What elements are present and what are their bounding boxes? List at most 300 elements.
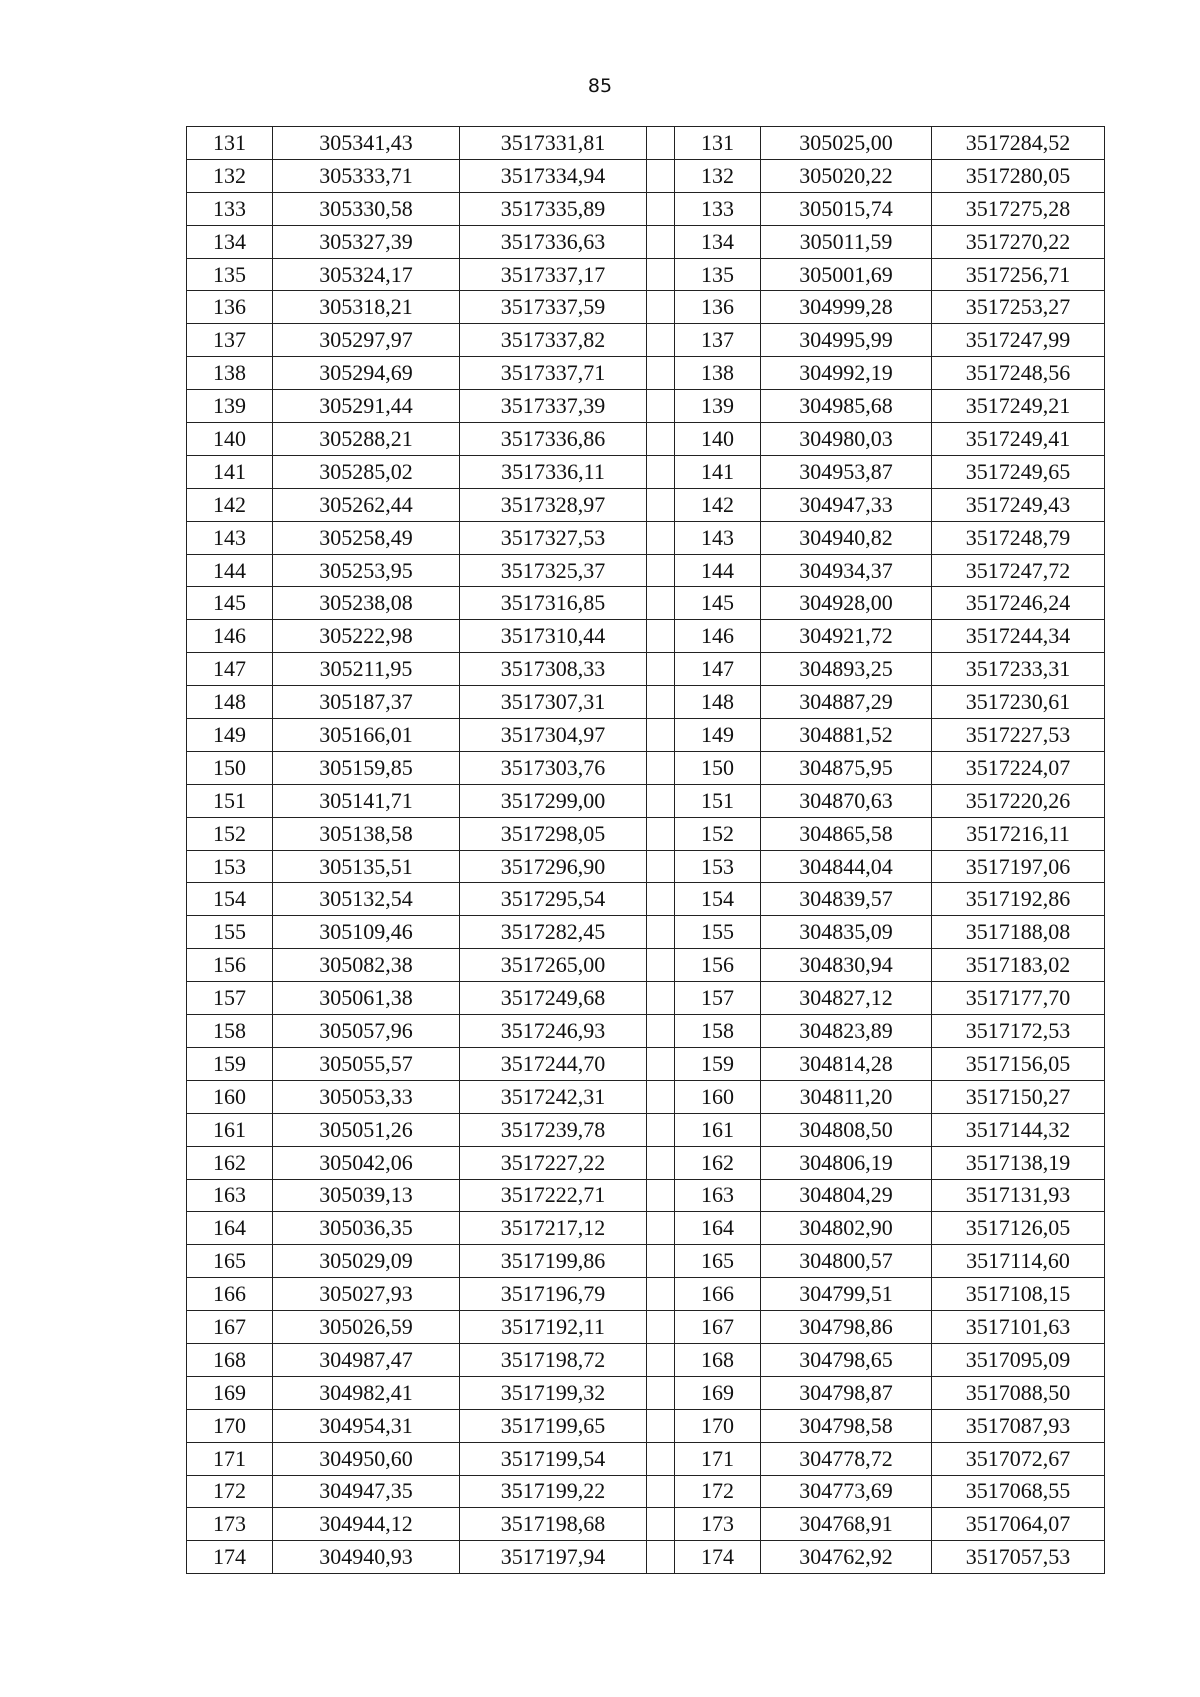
table-row — [187, 488, 1105, 521]
left-y-coordinate-cell: 3517295,54 — [460, 883, 647, 916]
separator-cell — [647, 423, 675, 456]
right-point-number-cell: 155 — [675, 916, 761, 949]
left-x-coordinate-cell: 305135,51 — [273, 850, 460, 883]
right-x-coordinate-cell: 304928,00 — [761, 587, 932, 620]
left-point-number-cell: 155 — [187, 916, 273, 949]
table-row — [187, 127, 1105, 160]
right-y-coordinate-cell: 3517247,99 — [932, 324, 1105, 357]
left-point-number-cell: 147 — [187, 653, 273, 686]
left-point-number-cell: 166 — [187, 1278, 273, 1311]
left-y-coordinate-cell: 3517335,89 — [460, 192, 647, 225]
right-y-coordinate-cell: 3517280,05 — [932, 159, 1105, 192]
table-row — [187, 1343, 1105, 1376]
right-y-coordinate-cell: 3517227,53 — [932, 719, 1105, 752]
left-y-coordinate-cell: 3517227,22 — [460, 1146, 647, 1179]
table-row — [187, 1376, 1105, 1409]
left-point-number-cell: 142 — [187, 488, 273, 521]
right-y-coordinate-cell: 3517068,55 — [932, 1475, 1105, 1508]
left-point-number-cell: 134 — [187, 225, 273, 258]
separator-cell — [647, 1212, 675, 1245]
left-y-coordinate-cell: 3517327,53 — [460, 521, 647, 554]
separator-cell — [647, 784, 675, 817]
table-row — [187, 455, 1105, 488]
right-point-number-cell: 172 — [675, 1475, 761, 1508]
right-point-number-cell: 146 — [675, 620, 761, 653]
right-point-number-cell: 149 — [675, 719, 761, 752]
right-y-coordinate-cell: 3517177,70 — [932, 982, 1105, 1015]
separator-cell — [647, 159, 675, 192]
left-y-coordinate-cell: 3517198,72 — [460, 1343, 647, 1376]
right-point-number-cell: 135 — [675, 258, 761, 291]
left-x-coordinate-cell: 305222,98 — [273, 620, 460, 653]
table-row — [187, 1146, 1105, 1179]
right-x-coordinate-cell: 304953,87 — [761, 455, 932, 488]
right-point-number-cell: 156 — [675, 949, 761, 982]
left-point-number-cell: 139 — [187, 390, 273, 423]
left-point-number-cell: 171 — [187, 1442, 273, 1475]
right-point-number-cell: 147 — [675, 653, 761, 686]
table-row — [187, 324, 1105, 357]
right-y-coordinate-cell: 3517248,79 — [932, 521, 1105, 554]
right-point-number-cell: 132 — [675, 159, 761, 192]
right-x-coordinate-cell: 304768,91 — [761, 1508, 932, 1541]
table-row — [187, 1409, 1105, 1442]
right-x-coordinate-cell: 304999,28 — [761, 291, 932, 324]
right-point-number-cell: 170 — [675, 1409, 761, 1442]
right-point-number-cell: 152 — [675, 817, 761, 850]
separator-cell — [647, 1541, 675, 1574]
left-y-coordinate-cell: 3517192,11 — [460, 1311, 647, 1344]
right-point-number-cell: 144 — [675, 554, 761, 587]
right-y-coordinate-cell: 3517224,07 — [932, 751, 1105, 784]
left-x-coordinate-cell: 305039,13 — [273, 1179, 460, 1212]
left-x-coordinate-cell: 305109,46 — [273, 916, 460, 949]
table-row — [187, 1311, 1105, 1344]
left-point-number-cell: 145 — [187, 587, 273, 620]
right-x-coordinate-cell: 304839,57 — [761, 883, 932, 916]
left-x-coordinate-cell: 305324,17 — [273, 258, 460, 291]
left-point-number-cell: 156 — [187, 949, 273, 982]
right-y-coordinate-cell: 3517087,93 — [932, 1409, 1105, 1442]
right-point-number-cell: 160 — [675, 1080, 761, 1113]
left-y-coordinate-cell: 3517336,11 — [460, 455, 647, 488]
right-y-coordinate-cell: 3517220,26 — [932, 784, 1105, 817]
separator-cell — [647, 1080, 675, 1113]
left-point-number-cell: 135 — [187, 258, 273, 291]
right-y-coordinate-cell: 3517197,06 — [932, 850, 1105, 883]
separator-cell — [647, 1015, 675, 1048]
table-row — [187, 1442, 1105, 1475]
separator-cell — [647, 883, 675, 916]
left-x-coordinate-cell: 305029,09 — [273, 1245, 460, 1278]
right-y-coordinate-cell: 3517249,41 — [932, 423, 1105, 456]
left-x-coordinate-cell: 304947,35 — [273, 1475, 460, 1508]
separator-cell — [647, 1047, 675, 1080]
left-y-coordinate-cell: 3517244,70 — [460, 1047, 647, 1080]
right-x-coordinate-cell: 304808,50 — [761, 1113, 932, 1146]
right-y-coordinate-cell: 3517072,67 — [932, 1442, 1105, 1475]
right-y-coordinate-cell: 3517249,43 — [932, 488, 1105, 521]
separator-cell — [647, 1409, 675, 1442]
table-row — [187, 916, 1105, 949]
separator-cell — [647, 916, 675, 949]
right-x-coordinate-cell: 304823,89 — [761, 1015, 932, 1048]
right-y-coordinate-cell: 3517144,32 — [932, 1113, 1105, 1146]
right-x-coordinate-cell: 305001,69 — [761, 258, 932, 291]
left-y-coordinate-cell: 3517336,63 — [460, 225, 647, 258]
left-y-coordinate-cell: 3517334,94 — [460, 159, 647, 192]
table-row — [187, 1080, 1105, 1113]
right-y-coordinate-cell: 3517284,52 — [932, 127, 1105, 160]
right-point-number-cell: 154 — [675, 883, 761, 916]
separator-cell — [647, 488, 675, 521]
left-point-number-cell: 141 — [187, 455, 273, 488]
table-row — [187, 192, 1105, 225]
right-y-coordinate-cell: 3517270,22 — [932, 225, 1105, 258]
right-point-number-cell: 159 — [675, 1047, 761, 1080]
right-point-number-cell: 138 — [675, 357, 761, 390]
separator-cell — [647, 324, 675, 357]
table-row — [187, 587, 1105, 620]
left-point-number-cell: 151 — [187, 784, 273, 817]
right-x-coordinate-cell: 304798,86 — [761, 1311, 932, 1344]
right-y-coordinate-cell: 3517095,09 — [932, 1343, 1105, 1376]
table-row — [187, 784, 1105, 817]
table-row — [187, 225, 1105, 258]
left-y-coordinate-cell: 3517239,78 — [460, 1113, 647, 1146]
table-row — [187, 850, 1105, 883]
table-row — [187, 653, 1105, 686]
right-point-number-cell: 139 — [675, 390, 761, 423]
left-x-coordinate-cell: 305132,54 — [273, 883, 460, 916]
table-row — [187, 1113, 1105, 1146]
right-point-number-cell: 145 — [675, 587, 761, 620]
left-x-coordinate-cell: 305026,59 — [273, 1311, 460, 1344]
table-row — [187, 982, 1105, 1015]
right-point-number-cell: 140 — [675, 423, 761, 456]
table-row — [187, 719, 1105, 752]
right-point-number-cell: 134 — [675, 225, 761, 258]
left-x-coordinate-cell: 304987,47 — [273, 1343, 460, 1376]
right-point-number-cell: 167 — [675, 1311, 761, 1344]
right-y-coordinate-cell: 3517247,72 — [932, 554, 1105, 587]
right-x-coordinate-cell: 305025,00 — [761, 127, 932, 160]
left-x-coordinate-cell: 305211,95 — [273, 653, 460, 686]
right-point-number-cell: 141 — [675, 455, 761, 488]
left-point-number-cell: 140 — [187, 423, 273, 456]
table-row — [187, 390, 1105, 423]
right-y-coordinate-cell: 3517114,60 — [932, 1245, 1105, 1278]
right-x-coordinate-cell: 305011,59 — [761, 225, 932, 258]
table-row — [187, 1212, 1105, 1245]
left-x-coordinate-cell: 305258,49 — [273, 521, 460, 554]
left-x-coordinate-cell: 305341,43 — [273, 127, 460, 160]
left-x-coordinate-cell: 305327,39 — [273, 225, 460, 258]
left-y-coordinate-cell: 3517337,82 — [460, 324, 647, 357]
right-y-coordinate-cell: 3517192,86 — [932, 883, 1105, 916]
right-y-coordinate-cell: 3517138,19 — [932, 1146, 1105, 1179]
left-point-number-cell: 149 — [187, 719, 273, 752]
left-x-coordinate-cell: 305187,37 — [273, 686, 460, 719]
separator-cell — [647, 258, 675, 291]
left-y-coordinate-cell: 3517336,86 — [460, 423, 647, 456]
left-y-coordinate-cell: 3517217,12 — [460, 1212, 647, 1245]
table-row — [187, 1047, 1105, 1080]
left-y-coordinate-cell: 3517299,00 — [460, 784, 647, 817]
right-x-coordinate-cell: 304934,37 — [761, 554, 932, 587]
left-y-coordinate-cell: 3517308,33 — [460, 653, 647, 686]
separator-cell — [647, 1146, 675, 1179]
separator-cell — [647, 357, 675, 390]
left-y-coordinate-cell: 3517222,71 — [460, 1179, 647, 1212]
left-point-number-cell: 136 — [187, 291, 273, 324]
left-x-coordinate-cell: 305061,38 — [273, 982, 460, 1015]
table-row — [187, 291, 1105, 324]
separator-cell — [647, 1508, 675, 1541]
left-point-number-cell: 132 — [187, 159, 273, 192]
right-y-coordinate-cell: 3517230,61 — [932, 686, 1105, 719]
right-x-coordinate-cell: 304806,19 — [761, 1146, 932, 1179]
separator-cell — [647, 982, 675, 1015]
left-point-number-cell: 167 — [187, 1311, 273, 1344]
left-point-number-cell: 146 — [187, 620, 273, 653]
left-x-coordinate-cell: 305055,57 — [273, 1047, 460, 1080]
separator-cell — [647, 192, 675, 225]
right-y-coordinate-cell: 3517156,05 — [932, 1047, 1105, 1080]
right-point-number-cell: 131 — [675, 127, 761, 160]
left-point-number-cell: 150 — [187, 751, 273, 784]
left-point-number-cell: 164 — [187, 1212, 273, 1245]
left-point-number-cell: 144 — [187, 554, 273, 587]
right-point-number-cell: 158 — [675, 1015, 761, 1048]
table-row — [187, 159, 1105, 192]
right-y-coordinate-cell: 3517188,08 — [932, 916, 1105, 949]
right-x-coordinate-cell: 304921,72 — [761, 620, 932, 653]
right-point-number-cell: 162 — [675, 1146, 761, 1179]
left-y-coordinate-cell: 3517331,81 — [460, 127, 647, 160]
left-point-number-cell: 148 — [187, 686, 273, 719]
right-x-coordinate-cell: 304800,57 — [761, 1245, 932, 1278]
separator-cell — [647, 554, 675, 587]
right-y-coordinate-cell: 3517246,24 — [932, 587, 1105, 620]
left-point-number-cell: 133 — [187, 192, 273, 225]
right-x-coordinate-cell: 304870,63 — [761, 784, 932, 817]
right-x-coordinate-cell: 304835,09 — [761, 916, 932, 949]
right-y-coordinate-cell: 3517172,53 — [932, 1015, 1105, 1048]
right-x-coordinate-cell: 304811,20 — [761, 1080, 932, 1113]
right-y-coordinate-cell: 3517101,63 — [932, 1311, 1105, 1344]
right-point-number-cell: 174 — [675, 1541, 761, 1574]
left-point-number-cell: 131 — [187, 127, 273, 160]
right-y-coordinate-cell: 3517233,31 — [932, 653, 1105, 686]
left-y-coordinate-cell: 3517199,86 — [460, 1245, 647, 1278]
left-point-number-cell: 169 — [187, 1376, 273, 1409]
right-point-number-cell: 161 — [675, 1113, 761, 1146]
separator-cell — [647, 127, 675, 160]
right-y-coordinate-cell: 3517248,56 — [932, 357, 1105, 390]
table-row — [187, 1245, 1105, 1278]
separator-cell — [647, 1179, 675, 1212]
right-point-number-cell: 166 — [675, 1278, 761, 1311]
right-x-coordinate-cell: 304881,52 — [761, 719, 932, 752]
separator-cell — [647, 850, 675, 883]
right-x-coordinate-cell: 304773,69 — [761, 1475, 932, 1508]
left-x-coordinate-cell: 305285,02 — [273, 455, 460, 488]
left-x-coordinate-cell: 305262,44 — [273, 488, 460, 521]
separator-cell — [647, 1475, 675, 1508]
separator-cell — [647, 1442, 675, 1475]
left-point-number-cell: 153 — [187, 850, 273, 883]
right-point-number-cell: 173 — [675, 1508, 761, 1541]
right-point-number-cell: 164 — [675, 1212, 761, 1245]
left-y-coordinate-cell: 3517265,00 — [460, 949, 647, 982]
left-x-coordinate-cell: 305297,97 — [273, 324, 460, 357]
right-point-number-cell: 169 — [675, 1376, 761, 1409]
left-x-coordinate-cell: 305051,26 — [273, 1113, 460, 1146]
left-x-coordinate-cell: 305253,95 — [273, 554, 460, 587]
separator-cell — [647, 521, 675, 554]
table-row — [187, 1541, 1105, 1574]
separator-cell — [647, 587, 675, 620]
left-x-coordinate-cell: 304982,41 — [273, 1376, 460, 1409]
right-x-coordinate-cell: 304980,03 — [761, 423, 932, 456]
separator-cell — [647, 719, 675, 752]
table-row — [187, 1015, 1105, 1048]
left-point-number-cell: 137 — [187, 324, 273, 357]
left-x-coordinate-cell: 304954,31 — [273, 1409, 460, 1442]
left-point-number-cell: 173 — [187, 1508, 273, 1541]
left-point-number-cell: 163 — [187, 1179, 273, 1212]
left-x-coordinate-cell: 305027,93 — [273, 1278, 460, 1311]
right-x-coordinate-cell: 304778,72 — [761, 1442, 932, 1475]
left-x-coordinate-cell: 305294,69 — [273, 357, 460, 390]
table-row — [187, 357, 1105, 390]
left-point-number-cell: 159 — [187, 1047, 273, 1080]
right-x-coordinate-cell: 304995,99 — [761, 324, 932, 357]
left-y-coordinate-cell: 3517197,94 — [460, 1541, 647, 1574]
table-row — [187, 817, 1105, 850]
left-point-number-cell: 162 — [187, 1146, 273, 1179]
table-row — [187, 1475, 1105, 1508]
right-x-coordinate-cell: 304798,58 — [761, 1409, 932, 1442]
right-x-coordinate-cell: 304865,58 — [761, 817, 932, 850]
left-point-number-cell: 168 — [187, 1343, 273, 1376]
left-x-coordinate-cell: 305057,96 — [273, 1015, 460, 1048]
left-y-coordinate-cell: 3517199,22 — [460, 1475, 647, 1508]
left-x-coordinate-cell: 305318,21 — [273, 291, 460, 324]
left-point-number-cell: 165 — [187, 1245, 273, 1278]
right-y-coordinate-cell: 3517088,50 — [932, 1376, 1105, 1409]
right-y-coordinate-cell: 3517216,11 — [932, 817, 1105, 850]
left-y-coordinate-cell: 3517310,44 — [460, 620, 647, 653]
separator-cell — [647, 620, 675, 653]
left-point-number-cell: 158 — [187, 1015, 273, 1048]
left-point-number-cell: 138 — [187, 357, 273, 390]
left-y-coordinate-cell: 3517337,71 — [460, 357, 647, 390]
right-x-coordinate-cell: 304940,82 — [761, 521, 932, 554]
table-row — [187, 751, 1105, 784]
coordinates-table-body — [187, 127, 1105, 1574]
right-y-coordinate-cell: 3517126,05 — [932, 1212, 1105, 1245]
right-y-coordinate-cell: 3517249,21 — [932, 390, 1105, 423]
table-row — [187, 883, 1105, 916]
left-point-number-cell: 143 — [187, 521, 273, 554]
separator-cell — [647, 686, 675, 719]
table-row — [187, 1278, 1105, 1311]
right-point-number-cell: 143 — [675, 521, 761, 554]
left-x-coordinate-cell: 305053,33 — [273, 1080, 460, 1113]
right-point-number-cell: 171 — [675, 1442, 761, 1475]
right-point-number-cell: 142 — [675, 488, 761, 521]
right-point-number-cell: 163 — [675, 1179, 761, 1212]
coordinates-table — [186, 126, 1105, 1574]
left-x-coordinate-cell: 305166,01 — [273, 719, 460, 752]
right-x-coordinate-cell: 304985,68 — [761, 390, 932, 423]
left-point-number-cell: 157 — [187, 982, 273, 1015]
right-x-coordinate-cell: 304992,19 — [761, 357, 932, 390]
left-y-coordinate-cell: 3517337,39 — [460, 390, 647, 423]
separator-cell — [647, 291, 675, 324]
right-y-coordinate-cell: 3517253,27 — [932, 291, 1105, 324]
table-row — [187, 521, 1105, 554]
right-point-number-cell: 150 — [675, 751, 761, 784]
table-row — [187, 1508, 1105, 1541]
right-x-coordinate-cell: 304814,28 — [761, 1047, 932, 1080]
right-y-coordinate-cell: 3517249,65 — [932, 455, 1105, 488]
right-point-number-cell: 165 — [675, 1245, 761, 1278]
right-y-coordinate-cell: 3517244,34 — [932, 620, 1105, 653]
right-point-number-cell: 148 — [675, 686, 761, 719]
table-row — [187, 686, 1105, 719]
right-x-coordinate-cell: 304798,65 — [761, 1343, 932, 1376]
left-x-coordinate-cell: 304940,93 — [273, 1541, 460, 1574]
separator-cell — [647, 653, 675, 686]
separator-cell — [647, 225, 675, 258]
left-y-coordinate-cell: 3517337,59 — [460, 291, 647, 324]
right-x-coordinate-cell: 304947,33 — [761, 488, 932, 521]
right-x-coordinate-cell: 304830,94 — [761, 949, 932, 982]
left-y-coordinate-cell: 3517298,05 — [460, 817, 647, 850]
right-x-coordinate-cell: 304804,29 — [761, 1179, 932, 1212]
right-x-coordinate-cell: 305015,74 — [761, 192, 932, 225]
right-x-coordinate-cell: 304762,92 — [761, 1541, 932, 1574]
right-y-coordinate-cell: 3517108,15 — [932, 1278, 1105, 1311]
left-point-number-cell: 172 — [187, 1475, 273, 1508]
left-y-coordinate-cell: 3517337,17 — [460, 258, 647, 291]
right-point-number-cell: 151 — [675, 784, 761, 817]
left-y-coordinate-cell: 3517303,76 — [460, 751, 647, 784]
left-y-coordinate-cell: 3517328,97 — [460, 488, 647, 521]
table-row — [187, 949, 1105, 982]
left-point-number-cell: 170 — [187, 1409, 273, 1442]
right-x-coordinate-cell: 304802,90 — [761, 1212, 932, 1245]
left-point-number-cell: 154 — [187, 883, 273, 916]
right-y-coordinate-cell: 3517275,28 — [932, 192, 1105, 225]
left-point-number-cell: 174 — [187, 1541, 273, 1574]
left-point-number-cell: 161 — [187, 1113, 273, 1146]
left-x-coordinate-cell: 304950,60 — [273, 1442, 460, 1475]
right-point-number-cell: 136 — [675, 291, 761, 324]
left-x-coordinate-cell: 305288,21 — [273, 423, 460, 456]
right-point-number-cell: 153 — [675, 850, 761, 883]
left-x-coordinate-cell: 305138,58 — [273, 817, 460, 850]
separator-cell — [647, 949, 675, 982]
left-x-coordinate-cell: 305082,38 — [273, 949, 460, 982]
left-y-coordinate-cell: 3517296,90 — [460, 850, 647, 883]
left-x-coordinate-cell: 304944,12 — [273, 1508, 460, 1541]
separator-cell — [647, 1278, 675, 1311]
right-x-coordinate-cell: 304893,25 — [761, 653, 932, 686]
